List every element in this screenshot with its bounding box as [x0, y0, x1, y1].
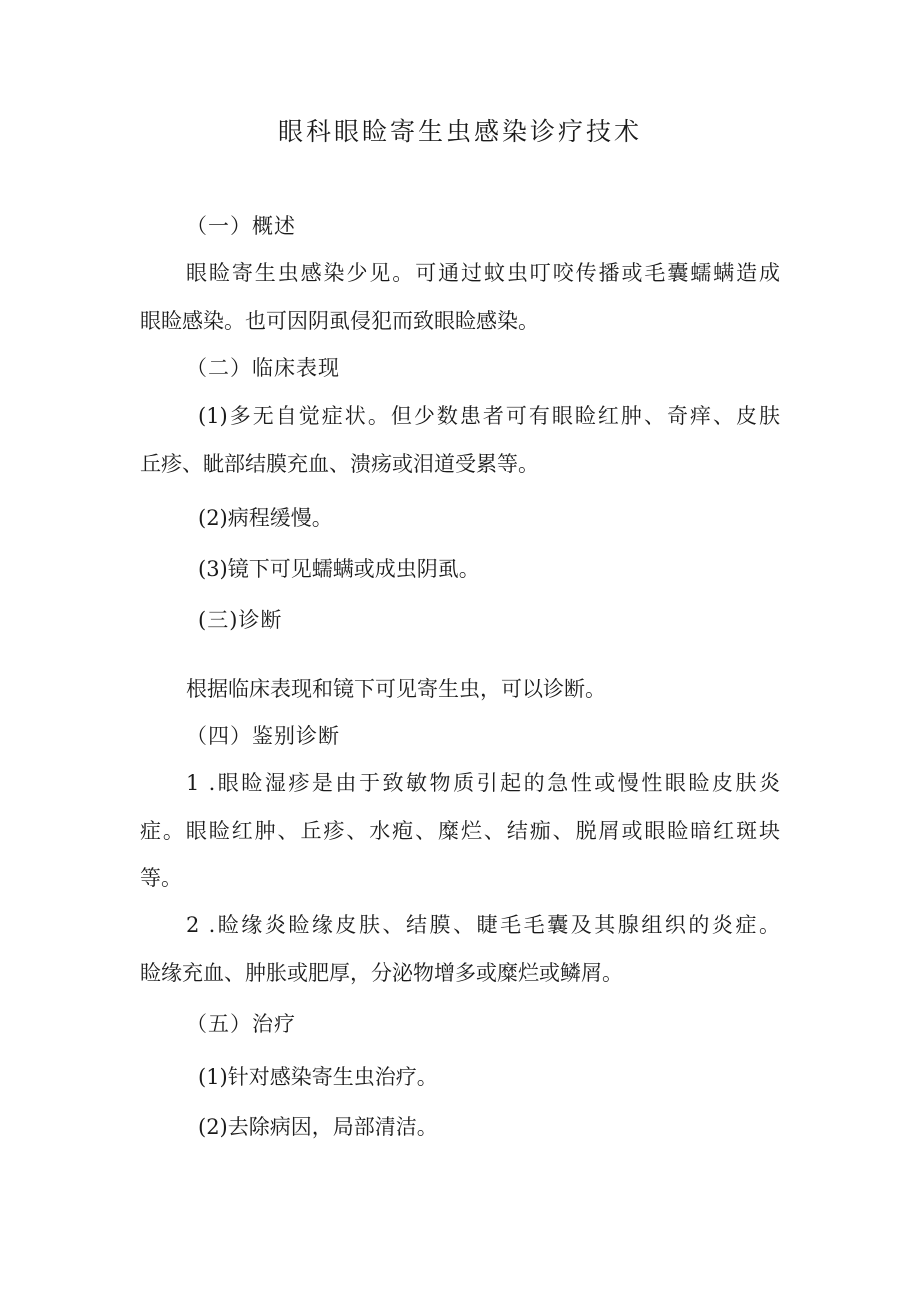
section-heading-clinical: （二）临床表现	[186, 356, 340, 380]
paragraph-line: 等。	[140, 866, 182, 890]
paragraph-line: (2)去除病因，局部清洁。	[198, 1115, 438, 1139]
section-heading-diagnosis: (三)诊断	[198, 608, 283, 632]
paragraph-line: 丘疹、眦部结膜充血、溃疡或泪道受累等。	[140, 452, 539, 476]
document-title: 眼科眼睑寄生虫感染诊疗技术	[277, 117, 642, 146]
paragraph-line: (2)病程缓慢。	[198, 506, 333, 530]
paragraph-line: (1)多无自觉症状。但少数患者可有眼睑红肿、奇痒、皮肤	[198, 404, 780, 428]
paragraph-line: (3)镜下可见蠕螨或成虫阴虱。	[198, 557, 480, 581]
paragraph-line: (1)针对感染寄生虫治疗。	[198, 1065, 438, 1089]
paragraph-line: 1 .眼睑湿疹是由于致敏物质引起的急性或慢性眼睑皮肤炎	[186, 771, 780, 795]
paragraph-line: 睑缘充血、肿胀或肥厚，分泌物增多或糜烂或鳞屑。	[140, 961, 623, 985]
section-heading-overview: （一）概述	[186, 214, 296, 238]
section-heading-treatment: （五）治疗	[186, 1012, 296, 1036]
paragraph-line: 眼睑寄生虫感染少见。可通过蚊虫叮咬传播或毛囊蠕螨造成	[186, 261, 780, 285]
section-heading-differential: （四）鉴别诊断	[186, 724, 340, 748]
paragraph-line: 眼睑感染。也可因阴虱侵犯而致眼睑感染。	[140, 309, 539, 333]
paragraph-line: 根据临床表现和镜下可见寄生虫，可以诊断。	[186, 677, 606, 701]
paragraph-line: 2 .睑缘炎睑缘皮肤、结膜、睫毛毛囊及其腺组织的炎症。	[186, 913, 780, 937]
paragraph-line: 症。眼睑红肿、丘疹、水疱、糜烂、结痂、脱屑或眼睑暗红斑块	[140, 819, 780, 843]
